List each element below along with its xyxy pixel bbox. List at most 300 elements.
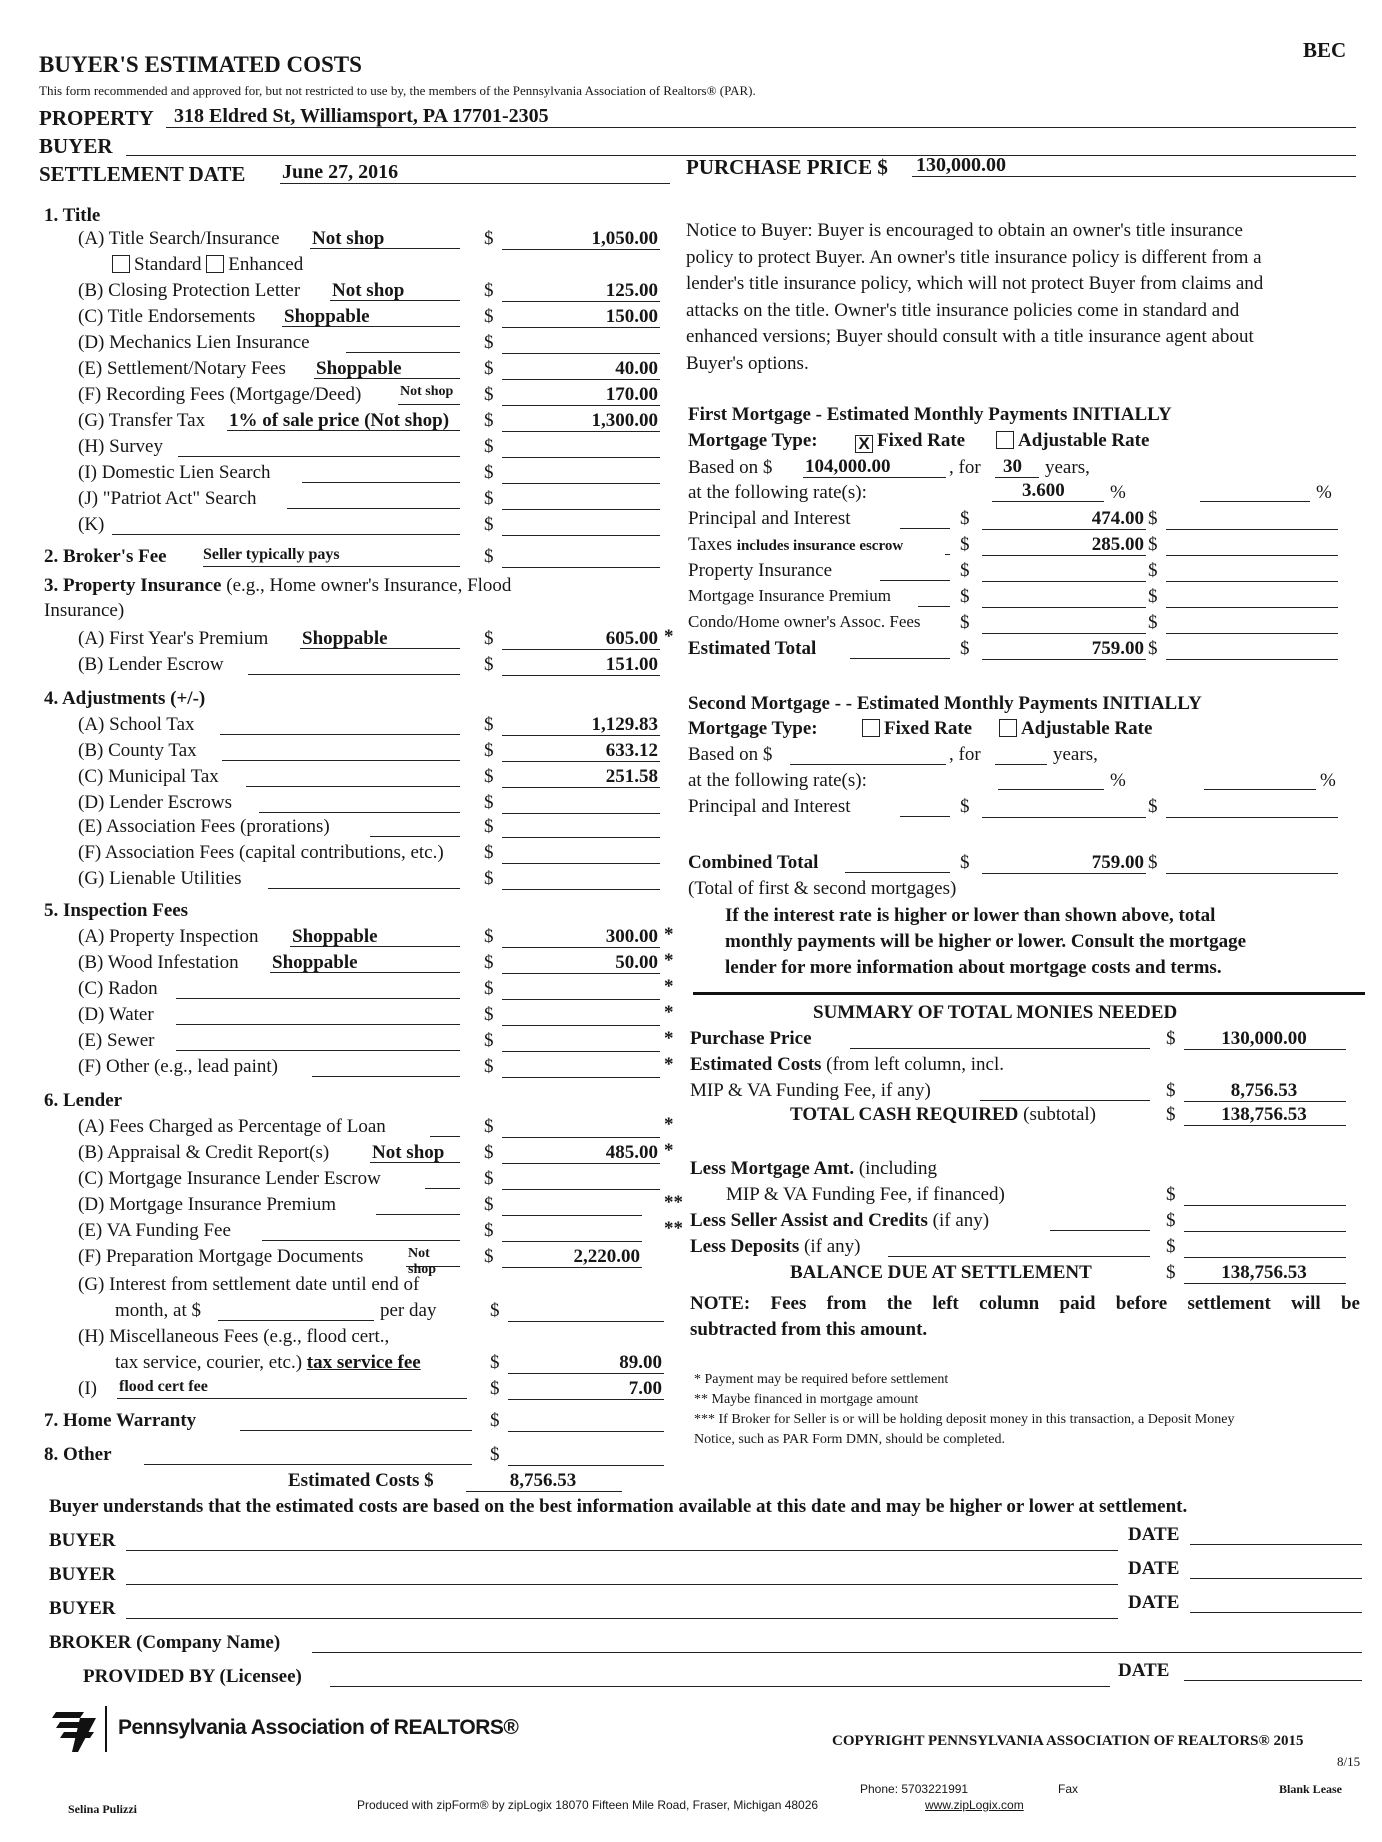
form-code: BEC	[1303, 38, 1347, 62]
amount-field[interactable]: 151.00	[502, 654, 660, 676]
interest-per-day-field[interactable]	[218, 1301, 374, 1321]
summary-label-line	[1050, 1211, 1150, 1231]
line-item-field[interactable]	[112, 515, 460, 535]
amount-field[interactable]	[502, 1194, 642, 1216]
item-name: TOTAL CASH REQUIRED	[790, 1104, 1019, 1125]
dollar-sign: $	[1166, 1104, 1176, 1125]
line-item-label	[78, 842, 444, 864]
footnote: *** If Broker for Seller is or will be holding deposit money in this transaction, a Deposit Money	[694, 1412, 1235, 1427]
line-item-label	[115, 1352, 421, 1374]
dollar-sign: $	[960, 796, 970, 817]
amount-field[interactable]	[502, 332, 660, 354]
dollar-sign: $	[484, 740, 494, 761]
item-note: includes insurance escrow	[736, 538, 904, 554]
date-field[interactable]	[1184, 1661, 1362, 1681]
amount-field[interactable]	[502, 514, 660, 536]
amount-field[interactable]	[502, 816, 660, 838]
based-on-label: Based on $	[688, 744, 773, 765]
dollar-sign: $	[484, 1030, 494, 1051]
notice-line: attacks on the title. Owner's title insurance policies come in standard and	[686, 299, 1240, 321]
divider	[693, 992, 1365, 995]
line-item-field[interactable]	[376, 1195, 460, 1215]
star-mark: **	[664, 1192, 683, 1213]
line-item-field[interactable]	[282, 307, 460, 327]
amount-field[interactable]	[502, 1004, 660, 1026]
for-label: , for	[949, 457, 981, 478]
item-name: tax service, courier, etc.)	[115, 1352, 303, 1373]
amount-field[interactable]: 89.00	[508, 1352, 664, 1374]
item-note: (subtotal)	[1023, 1104, 1096, 1125]
summary-label-line	[850, 1029, 1150, 1049]
payment-label	[688, 586, 891, 606]
first-mortgage-heading: First Mortgage - Estimated Monthly Payments INITIALLY	[688, 404, 1172, 425]
second-mortgage-heading: Second Mortgage - - Estimated Monthly Payments INITIALLY	[688, 693, 1202, 714]
line-item-field[interactable]	[300, 629, 460, 649]
purchase-price-value: 130,000.00	[916, 154, 1006, 176]
item-name: (H) Survey	[78, 436, 163, 457]
dollar-sign: $	[484, 1194, 494, 1215]
amount-field[interactable]: 1,050.00	[502, 228, 660, 250]
line-item-field[interactable]	[220, 715, 460, 735]
dollar-sign: $	[484, 628, 494, 649]
item-note: 1% of sale price (Not shop)	[229, 410, 450, 431]
rate-field[interactable]	[992, 482, 1104, 502]
line-item-field[interactable]	[176, 1005, 460, 1025]
summary-label	[690, 1054, 1004, 1076]
licensee-field[interactable]	[330, 1667, 1110, 1687]
item-note: flood cert fee	[119, 1378, 208, 1395]
line-item-field[interactable]	[268, 869, 460, 889]
payment-label	[688, 560, 832, 582]
other-field[interactable]	[144, 1445, 472, 1465]
dollar-sign: $	[484, 1246, 494, 1267]
amount-field[interactable]	[508, 1444, 664, 1466]
notice-line: enhanced versions; Buyer should consult with a title insurance agent about	[686, 326, 1254, 347]
dollar-sign: $	[490, 1352, 500, 1373]
item-name: (F) Preparation Mortgage Documents	[78, 1246, 364, 1267]
dollar-sign: $	[484, 842, 494, 863]
item-name: (E) Settlement/Notary Fees	[78, 358, 286, 379]
item-note: Not shop	[332, 280, 405, 301]
dollar-sign: $	[484, 358, 494, 379]
line-item-label: month, at $	[115, 1300, 202, 1321]
amount-field[interactable]: 125.00	[502, 280, 660, 302]
estimated-costs-total[interactable]: 8,756.53	[466, 1470, 622, 1492]
logo-text: Pennsylvania Association of REALTORS®	[118, 1716, 519, 1739]
date-label: DATE	[1128, 1592, 1180, 1613]
summary-amount-field[interactable]: 130,000.00	[1184, 1028, 1346, 1050]
line-item-field[interactable]	[425, 1169, 460, 1189]
home-warranty-field[interactable]	[240, 1411, 472, 1431]
item-note: Shoppable	[316, 358, 402, 379]
line-item-label	[78, 1004, 154, 1026]
summary-label	[690, 1210, 989, 1232]
line-item-label	[78, 436, 163, 458]
payment-label	[688, 852, 818, 874]
line-item-field[interactable]	[398, 385, 460, 405]
section-title	[44, 575, 511, 597]
dollar-sign: $	[1148, 852, 1158, 873]
summary-amount-field[interactable]: 138,756.53	[1184, 1262, 1346, 1284]
summary-amount-field[interactable]: 8,756.53	[1184, 1080, 1346, 1102]
line-item-field[interactable]	[178, 437, 460, 457]
line-item-label: (I)	[78, 1378, 97, 1399]
adjustable-rate-option[interactable]	[996, 430, 1149, 452]
amount-field[interactable]: 251.58	[502, 766, 660, 788]
line-item-field[interactable]	[176, 1031, 460, 1051]
item-note: Not shop	[408, 1246, 437, 1277]
rate-value: 3.600	[1022, 480, 1065, 501]
item-name: (B) Closing Protection Letter	[78, 280, 301, 301]
line-item-label	[78, 952, 239, 974]
amount-field[interactable]: 605.00	[502, 628, 660, 650]
amount-field[interactable]: 633.12	[502, 740, 660, 762]
warning-line: If the interest rate is higher or lower than shown above, total	[725, 905, 1216, 926]
payment-label	[688, 612, 921, 632]
line-item-field[interactable]	[314, 359, 460, 379]
dollar-sign: $	[960, 508, 970, 529]
rate-label: at the following rate(s):	[688, 770, 867, 791]
amount-field[interactable]: 485.00	[502, 1142, 660, 1164]
item-name: Estimated Total	[688, 638, 817, 659]
payment-label-line	[900, 509, 950, 529]
amount-field[interactable]	[502, 1116, 660, 1138]
item-name: Condo/Home owner's Assoc. Fees	[688, 612, 921, 631]
line-item-label	[78, 654, 224, 676]
amount-field[interactable]	[508, 1300, 664, 1322]
warning-line: lender for more information about mortgage costs and terms.	[725, 957, 1222, 978]
summary-amount-field[interactable]	[1184, 1184, 1346, 1206]
payment-amount-field[interactable]	[982, 612, 1146, 634]
section-heading: 4. Adjustments (+/-)	[44, 688, 206, 709]
line-item-label	[78, 740, 197, 762]
dollar-sign: $	[484, 952, 494, 973]
summary-amount-field[interactable]	[1184, 1210, 1346, 1232]
line-item-label	[78, 358, 286, 380]
dollar-sign: $	[484, 868, 494, 889]
note-line: NOTE: Fees from the left column paid before settlement will be	[690, 1293, 1360, 1314]
years-field[interactable]	[995, 458, 1039, 478]
summary-amount-field[interactable]	[1184, 1236, 1346, 1258]
item-name: (E) Association Fees (prorations)	[78, 816, 330, 837]
payment-label	[688, 508, 851, 530]
footnotes	[694, 1370, 1234, 1450]
amount-field[interactable]	[502, 842, 660, 864]
rate-field[interactable]	[998, 770, 1104, 790]
dollar-sign: $	[484, 514, 494, 535]
fixed-rate-option[interactable]	[862, 718, 972, 740]
line-item-field[interactable]	[246, 767, 460, 787]
amount-field[interactable]: 150.00	[502, 306, 660, 328]
item-name: Principal and Interest	[688, 796, 851, 817]
line-item-field[interactable]	[370, 1143, 460, 1163]
item-name: (A) First Year's Premium	[78, 628, 269, 649]
dollar-sign: $	[960, 586, 970, 607]
flood-cert-field[interactable]	[117, 1379, 467, 1399]
summary-label	[690, 1262, 1092, 1284]
amount-field[interactable]	[502, 546, 660, 568]
payment-amount-field-2[interactable]	[1166, 638, 1338, 660]
amount-field[interactable]	[502, 462, 660, 484]
footnote: ** Maybe financed in mortgage amount	[694, 1392, 919, 1407]
amount-field[interactable]: 2,220.00	[502, 1246, 642, 1268]
summary-amount-field[interactable]: 138,756.53	[1184, 1104, 1346, 1126]
star-mark: *	[664, 1054, 674, 1075]
star-mark: *	[664, 626, 674, 647]
fixed-rate-checkbox[interactable]: X	[855, 435, 873, 453]
years-label: years,	[1053, 744, 1098, 765]
payment-amount-field-2[interactable]	[1166, 852, 1338, 874]
based-on-field[interactable]	[803, 458, 946, 478]
dollar-sign: $	[484, 280, 494, 301]
item-name: (F) Other (e.g., lead paint)	[78, 1056, 278, 1077]
amount-field[interactable]: 40.00	[502, 358, 660, 380]
payment-amount-field[interactable]: 759.00	[982, 852, 1146, 874]
date-label: DATE	[1128, 1524, 1180, 1545]
based-on-field[interactable]	[790, 745, 946, 765]
warning-line: monthly payments will be higher or lower. Consult the mortgage	[725, 931, 1247, 952]
star-mark: *	[664, 924, 674, 945]
standard-checkbox[interactable]	[112, 255, 130, 273]
line-item-field[interactable]	[176, 979, 460, 999]
buyer-field[interactable]	[126, 136, 1356, 156]
line-item-label	[78, 462, 271, 484]
item-name: Less Deposits	[690, 1236, 800, 1257]
line-item-label	[78, 410, 205, 432]
payment-amount-field-2[interactable]	[1166, 586, 1338, 608]
item-name: (C) Mortgage Insurance Lender Escrow	[78, 1168, 381, 1189]
section-heading: 1. Title	[44, 205, 101, 226]
payment-amount-field-2[interactable]	[1166, 560, 1338, 582]
signature-field[interactable]	[126, 1531, 1118, 1551]
amount-field[interactable]: 170.00	[502, 384, 660, 406]
item-name: (D) Mechanics Lien Insurance	[78, 332, 310, 353]
line-item-label	[78, 816, 330, 838]
adjustable-rate-option[interactable]	[999, 718, 1152, 740]
amount-field[interactable]	[502, 868, 660, 890]
based-on-value: 104,000.00	[805, 456, 891, 477]
amount-field[interactable]: 1,129.83	[502, 714, 660, 736]
mortgage-type-label: Mortgage Type:	[688, 430, 818, 451]
date-field[interactable]	[1190, 1559, 1362, 1579]
amount-field[interactable]	[502, 488, 660, 510]
ziplogix-link[interactable]: www.zipLogix.com	[925, 1798, 1024, 1812]
dollar-sign: $	[484, 436, 494, 457]
payment-amount-field[interactable]	[982, 586, 1146, 608]
section-title	[44, 688, 205, 710]
dollar-sign: $	[960, 612, 970, 633]
summary-label-line	[888, 1237, 1150, 1257]
item-name: (B) Lender Escrow	[78, 654, 224, 675]
line-item-field[interactable]	[290, 927, 460, 947]
line-item-field[interactable]	[312, 1057, 460, 1077]
amount-field[interactable]	[502, 792, 660, 814]
amount-field[interactable]	[502, 1220, 642, 1242]
item-name: Principal and Interest	[688, 508, 851, 529]
payment-amount-field[interactable]: 759.00	[982, 638, 1146, 660]
amount-field[interactable]	[502, 436, 660, 458]
line-item-field[interactable]	[262, 1221, 460, 1241]
item-note: MIP & VA Funding Fee, if financed)	[726, 1184, 1005, 1205]
date-field[interactable]	[1190, 1525, 1362, 1545]
fixed-rate-checkbox[interactable]	[862, 719, 880, 737]
item-note: Not shop	[312, 228, 385, 249]
item-name: (E) Sewer	[78, 1030, 155, 1051]
item-note: Shoppable	[292, 926, 378, 947]
payment-amount-field[interactable]	[982, 560, 1146, 582]
line-item-label: (G) Interest from settlement date until end of	[78, 1274, 420, 1295]
amount-field[interactable]	[502, 1056, 660, 1078]
payment-label-line	[850, 639, 950, 659]
broker-field[interactable]	[312, 1633, 1362, 1653]
star-mark: *	[664, 1002, 674, 1023]
revision: 8/15	[1337, 1754, 1361, 1769]
payment-amount-field-2[interactable]	[1166, 612, 1338, 634]
section-heading: 6. Lender	[44, 1090, 123, 1111]
years-field[interactable]	[995, 745, 1047, 765]
brokers-fee-field[interactable]	[203, 547, 460, 567]
item-name: BALANCE DUE AT SETTLEMENT	[790, 1262, 1092, 1283]
amount-field[interactable]: 50.00	[502, 952, 660, 974]
notice-line: lender's title insurance policy, which will not protect Buyer from claims and	[686, 273, 1264, 294]
fax: Fax	[1058, 1782, 1079, 1796]
title-insurance-type[interactable]	[112, 254, 303, 276]
date-label: DATE	[1128, 1558, 1180, 1579]
line-item-field[interactable]	[346, 333, 460, 353]
line-item-field[interactable]	[302, 463, 460, 483]
item-note: (if any)	[932, 1210, 990, 1231]
line-item-label	[78, 280, 300, 302]
fixed-rate-label: Fixed Rate	[877, 430, 966, 451]
line-item-label: per day	[380, 1300, 437, 1321]
payment-amount-field[interactable]	[982, 796, 1146, 818]
for-label: , for	[949, 744, 981, 765]
line-item-label	[78, 714, 195, 736]
dollar-sign: $	[1166, 1210, 1176, 1231]
item-note: Not shop	[372, 1142, 445, 1163]
combined-total-sub: (Total of first & second mortgages)	[688, 878, 957, 899]
payment-amount-field[interactable]: 285.00	[982, 534, 1146, 556]
item-name: Mortgage Insurance Premium	[688, 586, 891, 605]
amount-field[interactable]: 1,300.00	[502, 410, 660, 432]
dollar-sign: $	[484, 1220, 494, 1241]
item-name: Purchase Price	[690, 1028, 812, 1049]
line-item-label	[78, 1194, 336, 1216]
line-item-label	[78, 228, 280, 250]
payment-amount-field-2[interactable]	[1166, 534, 1338, 556]
payment-amount-field-2[interactable]	[1166, 508, 1338, 530]
amount-field[interactable]: 7.00	[508, 1378, 664, 1400]
line-item-field[interactable]	[310, 229, 460, 249]
item-name: (F) Association Fees (capital contributions, etc.)	[78, 842, 444, 863]
item-name: (E) VA Funding Fee	[78, 1220, 231, 1241]
dollar-sign: $	[1166, 1028, 1176, 1049]
amount-field[interactable]: 300.00	[502, 926, 660, 948]
blank-lease: Blank Lease	[1279, 1782, 1343, 1796]
dollar-sign: $	[484, 546, 494, 567]
amount-field[interactable]	[502, 1168, 660, 1190]
section-title	[44, 205, 100, 227]
item-name: (B) County Tax	[78, 740, 197, 761]
line-item-field[interactable]	[370, 817, 460, 837]
line-item-field[interactable]	[430, 1117, 460, 1137]
summary-label	[690, 1080, 931, 1102]
line-item-label	[78, 1142, 329, 1164]
rate2-field[interactable]	[1204, 770, 1316, 790]
dollar-sign: $	[1166, 1080, 1176, 1101]
purchase-price-field[interactable]	[912, 154, 1356, 177]
enhanced-label: Enhanced	[228, 254, 304, 275]
amount-field[interactable]	[502, 978, 660, 1000]
section-title	[44, 900, 188, 922]
line-item-field[interactable]	[406, 1246, 460, 1277]
item-name: Estimated Costs	[690, 1054, 822, 1075]
buyer-statement: Buyer understands that the estimated costs are based on the best information available at this date and may be higher or lower at settlement.	[49, 1496, 1188, 1517]
payment-label-line	[880, 561, 950, 581]
dollar-sign: $	[1148, 612, 1158, 633]
payment-amount-field-2[interactable]	[1166, 796, 1338, 818]
enhanced-checkbox[interactable]	[206, 255, 224, 273]
dollar-sign: $	[484, 978, 494, 999]
line-item-field[interactable]	[270, 953, 460, 973]
signature-field[interactable]	[126, 1565, 1118, 1585]
line-item-label	[78, 1030, 155, 1052]
payment-label-line	[945, 535, 950, 555]
item-name: Taxes	[688, 534, 733, 555]
item-name: (D) Mortgage Insurance Premium	[78, 1194, 337, 1215]
item-name: (I) Domestic Lien Search	[78, 462, 271, 483]
rate2-field[interactable]	[1200, 482, 1310, 502]
adjustable-rate-label: Adjustable Rate	[1021, 718, 1153, 739]
adjustable-rate-checkbox[interactable]	[999, 719, 1017, 737]
summary-label	[690, 1104, 1096, 1126]
dollar-sign: $	[484, 654, 494, 675]
property-field[interactable]	[166, 105, 1356, 128]
line-item-field[interactable]	[330, 281, 460, 301]
section-heading: 5. Inspection Fees	[44, 900, 189, 921]
signature-field[interactable]	[126, 1599, 1118, 1619]
star-mark: *	[664, 1140, 674, 1161]
pct-sign: %	[1110, 482, 1126, 503]
date-field[interactable]	[1190, 1593, 1362, 1613]
logo-divider	[105, 1706, 107, 1752]
line-item-field[interactable]	[222, 741, 460, 761]
settlement-field[interactable]	[280, 161, 670, 184]
dollar-sign: $	[960, 852, 970, 873]
line-item-field[interactable]	[287, 489, 460, 509]
summary-label	[690, 1028, 812, 1050]
dollar-sign: $	[484, 384, 494, 405]
section-title	[44, 546, 167, 568]
item-name: (B) Appraisal & Credit Report(s)	[78, 1142, 330, 1163]
item-name: (G) Transfer Tax	[78, 410, 206, 431]
fixed-rate-option[interactable]	[855, 430, 965, 453]
line-item-field[interactable]	[259, 793, 460, 813]
payment-amount-field[interactable]: 474.00	[982, 508, 1146, 530]
years-value: 30	[1003, 456, 1022, 477]
item-name: Combined Total	[688, 852, 819, 873]
section-title: 7. Home Warranty	[44, 1410, 197, 1431]
dollar-sign: $	[1166, 1184, 1176, 1205]
line-item-field[interactable]	[248, 655, 460, 675]
purchase-price-label: PURCHASE PRICE $	[686, 155, 888, 179]
summary-label-line	[980, 1081, 1150, 1101]
adjustable-rate-checkbox[interactable]	[996, 431, 1014, 449]
line-item-label	[78, 1116, 386, 1138]
amount-field[interactable]	[508, 1410, 664, 1432]
line-item-field[interactable]	[227, 411, 460, 431]
amount-field[interactable]	[502, 1030, 660, 1052]
